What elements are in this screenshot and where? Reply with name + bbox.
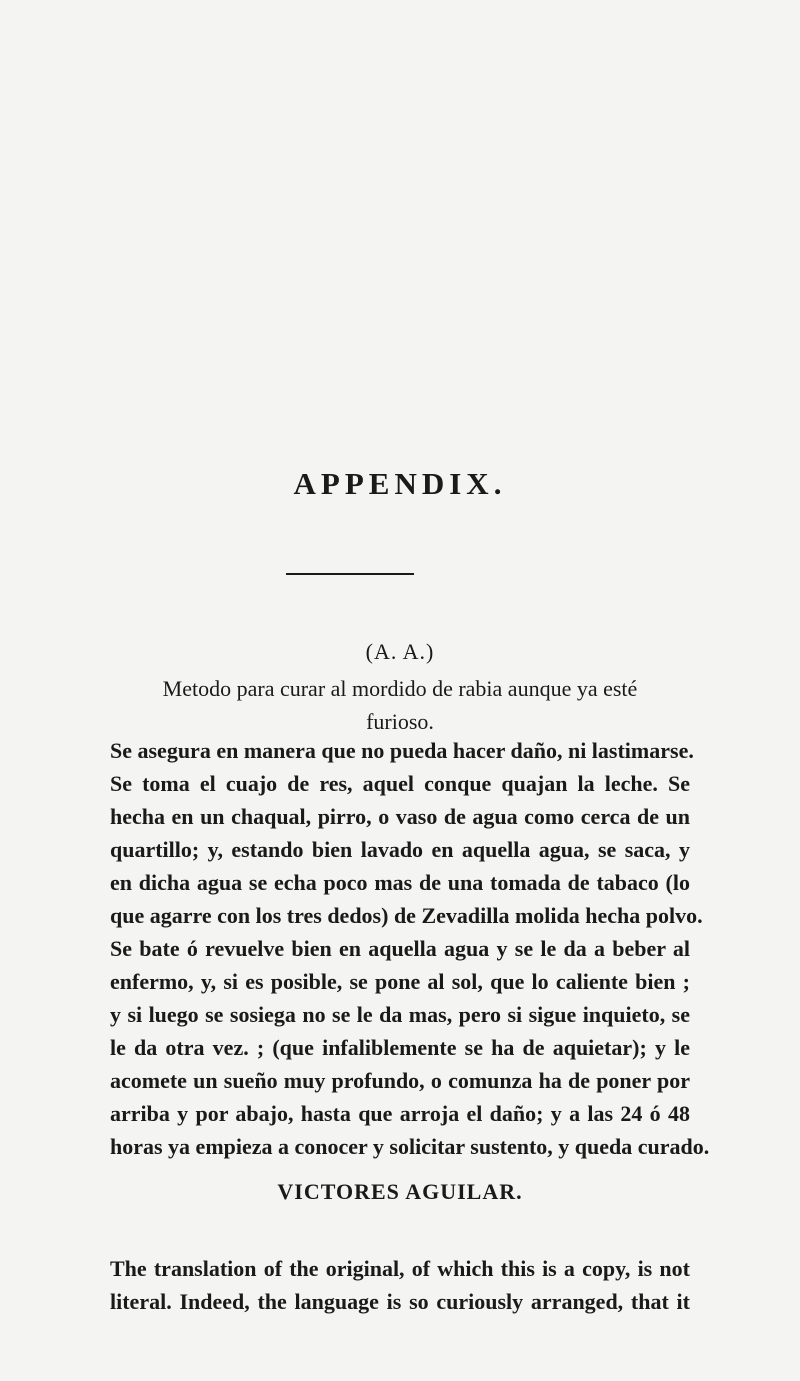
text-line: que agarre con los tres dedos) de Zevadilla molida hecha polvo.	[110, 903, 703, 928]
text-line: en dicha agua se echa poco mas de una tomada de tabaco (lo	[110, 870, 690, 895]
signature: VICTORES AGUILAR.	[277, 1179, 523, 1204]
text-line: enfermo, y, si es posible, se pone al sol, que lo caliente bien ;	[110, 969, 690, 994]
text-line: Se toma el cuajo de res, aquel conque quajan la leche. Se	[110, 771, 690, 796]
text-line: Se bate ó revuelve bien en aquella agua y se le da a beber al	[110, 936, 690, 961]
english-paragraph	[110, 1252, 690, 1318]
text-line: Se asegura en manera que no pueda hacer daño, ni lastimarse.	[110, 738, 694, 763]
section-label: (A. A.)	[365, 639, 435, 664]
text-line: The translation of the original, of which this is a copy, is not	[110, 1256, 690, 1281]
section-divider	[286, 573, 414, 575]
text-line: horas ya empieza a conocer y solicitar sustento, y queda curado.	[110, 1134, 710, 1159]
appendix-heading: APPENDIX.	[293, 466, 507, 501]
text-line: arriba y por abajo, hasta que arroja el daño; y a las 24 ó 48	[110, 1101, 690, 1126]
text-line: hecha en un chaqual, pirro, o vaso de agua como cerca de un	[110, 804, 690, 829]
text-line: y si luego se sosiega no se le da mas, pero si sigue inquieto, se	[110, 1002, 690, 1027]
text-line: acomete un sueño muy profundo, o comunza ha de poner por	[110, 1068, 690, 1093]
title-line: Metodo para curar al mordido de rabia aunque ya esté	[162, 676, 638, 701]
method-title	[110, 672, 690, 738]
text-line: le da otra vez. ; (que infaliblemente se ha de aquietar); y le	[110, 1035, 690, 1060]
spanish-paragraph	[110, 734, 710, 1163]
title-line: furioso.	[366, 709, 434, 734]
text-line: literal. Indeed, the language is so curiously arranged, that it	[110, 1289, 690, 1314]
text-line: quartillo; y, estando bien lavado en aquella agua, se saca, y	[110, 837, 690, 862]
